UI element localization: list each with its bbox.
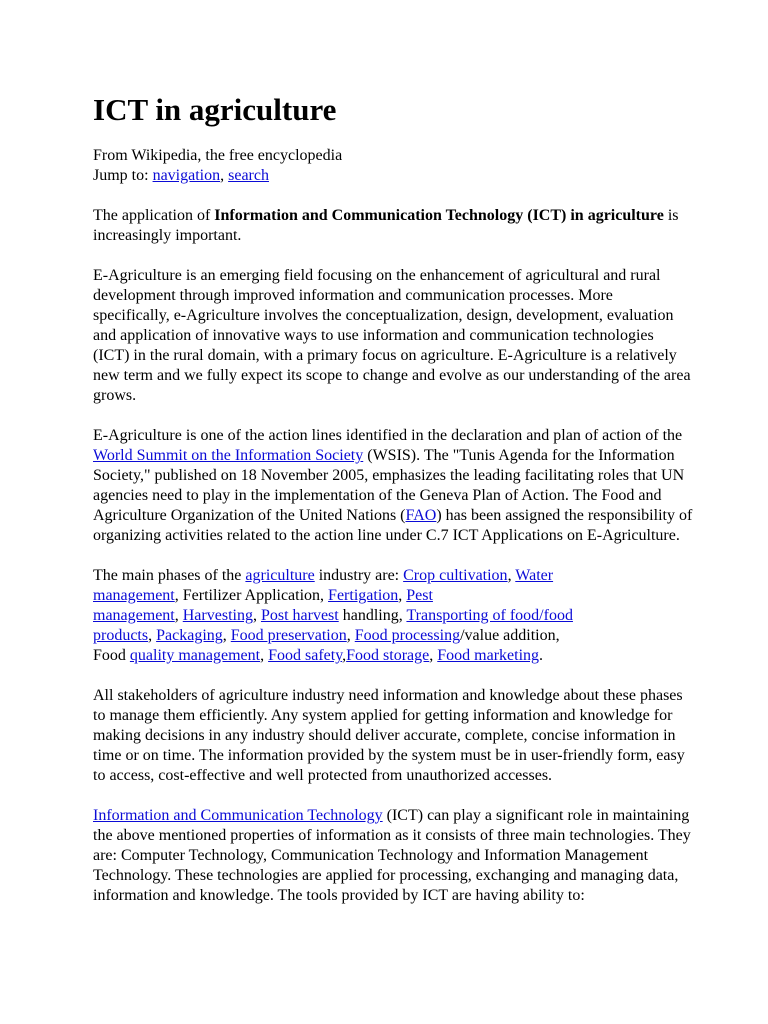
- pest-management-link[interactable]: Pest management: [93, 587, 433, 624]
- ict-link[interactable]: Information and Communication Technology: [93, 807, 383, 824]
- food-preservation-link[interactable]: Food preservation: [230, 627, 347, 644]
- article: [93, 88, 693, 926]
- phases-paragraph: The main phases of the agriculture industry are: Crop cultivation, Water management, Fertilizer Application, Fertigation, Pest management, Harvesting, Post harvest handling, Transporting of food/food products, Packaging, Food preservation, Food processing/value addition, Food quality management, Food safety,Food storage, Food marketing.: [93, 567, 573, 664]
- page-title: ICT in agriculture: [93, 92, 337, 127]
- transporting-link[interactable]: Transporting of food/food products: [93, 607, 573, 644]
- bold-term: Information and Communication Technology (ICT) in agriculture: [214, 207, 664, 224]
- jump-links: Jump to: navigation, search: [93, 167, 269, 184]
- crop-cultivation-link[interactable]: Crop cultivation: [403, 567, 508, 584]
- post-harvest-link[interactable]: Post harvest: [260, 607, 339, 624]
- search-link[interactable]: search: [228, 167, 269, 184]
- packaging-link[interactable]: Packaging: [156, 627, 223, 644]
- water-management-link[interactable]: Water management: [93, 567, 554, 604]
- from-line: From Wikipedia, the free encyclopedia: [93, 147, 343, 164]
- food-processing-link[interactable]: Food processing: [354, 627, 461, 644]
- wsis-link[interactable]: World Summit on the Information Society: [93, 447, 364, 464]
- food-safety-link[interactable]: Food safety: [268, 647, 343, 664]
- ict-paragraph: Information and Communication Technology (ICT) can play a significant role in maintaining the above mentioned properties of information as it consists of three main technologies. They are: Computer Technology, Communication Technology and Information Management Technology. These technologies are applied for processing, exchanging and managing data, information and knowledge. The tools provided by ICT are having ability to:: [93, 807, 691, 904]
- wsis-paragraph: E-Agriculture is one of the action lines identified in the declaration and plan of action of the World Summit on the Information Society (WSIS). The "Tunis Agenda for the Information Society," published on 18 November 2005, emphasizes the leading facilitating roles that UN agencies need to play in the implementation of the Geneva Plan of Action. The Food and Agriculture Organization of the United Nations (FAO) has been assigned the responsibility of organizing activities related to the action line under C.7 ICT Applications on E-Agriculture.: [93, 427, 693, 544]
- fao-link[interactable]: FAO: [405, 507, 437, 524]
- stakeholders-paragraph: All stakeholders of agriculture industry need information and knowledge about these phases to manage them efficiently. Any system applied for getting information and knowledge for making decisions in any industry should deliver accurate, complete, concise information in time or on time. The information provided by the system must be in user-friendly form, easy to access, cost-effective and well protected from unauthorized accesses.: [93, 687, 685, 784]
- harvesting-link[interactable]: Harvesting: [182, 607, 253, 624]
- quality-management-link[interactable]: quality management: [129, 647, 261, 664]
- navigation-link[interactable]: navigation: [152, 167, 221, 184]
- intro-paragraph: The application of Information and Communication Technology (ICT) in agriculture is increasingly important.: [93, 207, 679, 244]
- food-storage-link[interactable]: Food storage: [346, 647, 430, 664]
- agriculture-link[interactable]: agriculture: [245, 567, 315, 584]
- fertigation-link[interactable]: Fertigation: [328, 587, 399, 604]
- food-marketing-link[interactable]: Food marketing: [437, 647, 540, 664]
- e-agriculture-paragraph: E-Agriculture is an emerging field focusing on the enhancement of agricultural and rural development through improved information and communication processes. More specifically, e-Agriculture involves the conceptualization, design, development, evaluation and application of innovative ways to use information and communication technologies (ICT) in the rural domain, with a primary focus on agriculture. E-Agriculture is a relatively new term and we fully expect its scope to change and evolve as our understanding of the area grows.: [93, 267, 691, 404]
